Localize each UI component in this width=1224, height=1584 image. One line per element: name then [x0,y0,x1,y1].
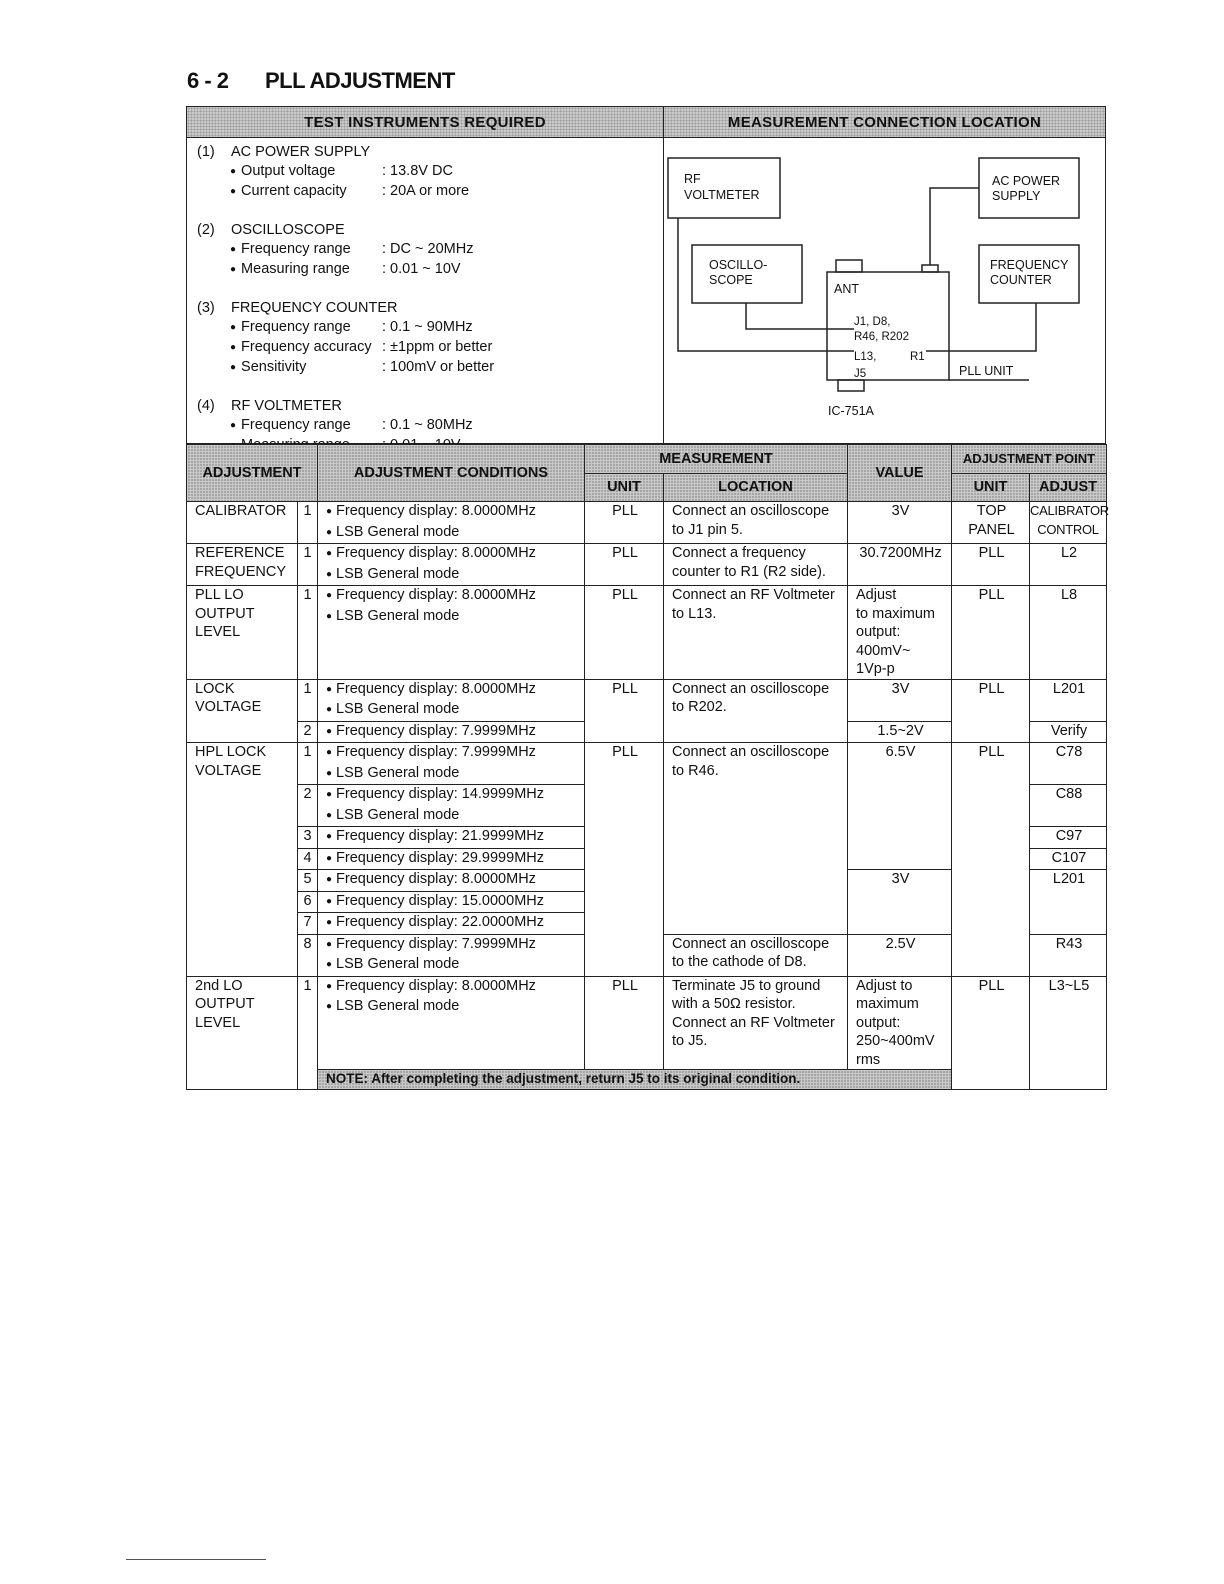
spec-label: ● Output voltage [230,162,382,182]
ac-power-label-2: SUPPLY [992,189,1041,203]
adjust-point: C107 [1030,848,1107,870]
instrument-name: OSCILLOSCOPE [231,222,345,238]
adjustment-name: LOCK VOLTAGE [187,679,298,743]
measurement-unit: PLL [585,976,664,1070]
adjust-point: C97 [1030,827,1107,849]
frequency-counter-label-2: COUNTER [990,273,1052,287]
ant-label: ANT [834,282,859,296]
instrument-frequency-counter [197,299,494,378]
step-number: 1 [298,544,318,586]
step-number: 5 [298,870,318,892]
model-label: IC-751A [828,404,874,418]
spec-label: ● Frequency accuracy [230,338,382,358]
spec-value: : DC ~ 20MHz [382,241,474,257]
header-measurement: MEASUREMENT [585,445,848,474]
page-title [187,68,455,94]
spec-value: : 13.8V DC [382,163,453,179]
step-number: 1 [298,502,318,544]
spec-value: : 0.01 ~ 10V [382,261,461,277]
conditions: ● Frequency display: 8.0000MHz ● LSB General mode [318,976,585,1070]
header-conditions: ADJUSTMENT CONDITIONS [318,445,585,502]
spec-label: ● Frequency range [230,416,382,436]
instrument-number: (3) [197,300,215,316]
measurement-location: Connect an oscilloscope to R202. [664,679,848,743]
measurement-unit: PLL [585,544,664,586]
adjustment-name: PLL LO OUTPUT LEVEL [187,586,298,680]
top-section [186,106,1106,444]
note-banner: NOTE: After completing the adjustment, return J5 to its original condition. [318,1070,952,1090]
conditions: ● Frequency display: 29.9999MHz [318,848,585,870]
table-row-reference-frequency [187,544,1107,586]
step-number: 6 [298,891,318,913]
conditions: ● Frequency display: 7.9999MHz ● LSB General mode [318,934,585,976]
adjustment-unit: PLL [952,743,1030,977]
adjust-point: L201 [1030,870,1107,935]
table-row-pll-lo-output-level [187,586,1107,680]
adjustment-name: HPL LOCK VOLTAGE [187,743,298,977]
header-adjustment-point: ADJUSTMENT POINT [952,445,1107,474]
measurement-location: Connect an oscilloscope to R46. [664,743,848,935]
header-unit: UNIT [585,474,664,502]
rf-voltmeter-label-1: RF [684,172,701,186]
adjustment-unit: TOP PANEL [952,502,1030,544]
spec-value: : ±1ppm or better [382,339,493,355]
step-number: 1 [298,679,318,721]
r1-label: R1 [910,351,925,363]
adjustment-unit: PLL [952,544,1030,586]
rf-voltmeter-label-2: VOLTMETER [684,188,760,202]
value: 3V [848,870,952,935]
adjust-point: L2 [1030,544,1107,586]
points-label-3: L13, [854,351,877,363]
points-label-2: R46, R202 [854,331,909,343]
adjustment-unit: PLL [952,976,1030,1089]
value: 1.5~2V [848,721,952,743]
connection-header: MEASUREMENT CONNECTION LOCATION [664,107,1105,138]
ac-power-label-1: AC POWER [992,174,1061,188]
header-location: LOCATION [664,474,848,502]
adjustment-name: REFERENCE FREQUENCY [187,544,298,586]
spec-value: : 20A or more [382,183,470,199]
section-title: PLL ADJUSTMENT [265,68,455,93]
power-line [930,188,979,265]
step-number: 3 [298,827,318,849]
adjust-point: CALIBRATOR CONTROL [1030,502,1107,544]
instrument-number: (2) [197,222,215,238]
adjust-point: Verify [1030,721,1107,743]
instrument-number: (1) [197,144,215,160]
section-number: 6 - 2 [187,68,229,93]
measurement-unit: PLL [585,586,664,680]
spec-label: ● Frequency range [230,240,382,260]
step-number: 1 [298,976,318,1070]
value: 30.7200MHz [848,544,952,586]
instrument-oscilloscope [197,221,494,280]
measurement-unit: PLL [585,502,664,544]
frequency-counter-label-1: FREQUENCY [990,258,1069,272]
instrument-number: (4) [197,398,215,414]
table-row-calibrator [187,502,1107,544]
adjust-point: L3~L5 [1030,976,1107,1089]
step-number: 4 [298,848,318,870]
conditions: ● Frequency display: 8.0000MHz ● LSB General mode [318,544,585,586]
spec-label: ● Frequency range [230,318,382,338]
j5-label: J5 [854,368,867,380]
pll-unit-label: PLL UNIT [959,364,1014,378]
adjust-point: L201 [1030,679,1107,721]
spec-label: ● Current capacity [230,182,382,202]
conditions: ● Frequency display: 7.9999MHz [318,721,585,743]
spec-label: ● Measuring range [230,260,382,280]
measurement-location: Connect an oscilloscope to J1 pin 5. [664,502,848,544]
conditions: ● Frequency display: 8.0000MHz ● LSB General mode [318,586,585,680]
adjust-point: C78 [1030,743,1107,785]
value: 6.5V [848,743,952,870]
adjust-point: C88 [1030,785,1107,827]
measurement-location: Connect a frequency counter to R1 (R2 side). [664,544,848,586]
oscilloscope-label-2: SCOPE [709,273,753,287]
points-label-1: J1, D8, [854,316,891,328]
adjustment-table [186,444,1107,1090]
j5-connector [838,380,864,391]
step-number: 2 [298,721,318,743]
adjust-point: R43 [1030,934,1107,976]
step-number-empty [298,1070,318,1090]
conditions: ● Frequency display: 8.0000MHz [318,870,585,892]
oscilloscope-label-1: OSCILLO- [709,258,768,272]
conditions: ● Frequency display: 22.0000MHz [318,913,585,935]
instrument-ac-power [197,143,494,202]
measurement-location: Terminate J5 to ground with a 50Ω resistor. Connect an RF Voltmeter to J5. [664,976,848,1070]
measurement-location: Connect an oscilloscope to the cathode of D8. [664,934,848,976]
instrument-name: AC POWER SUPPLY [231,144,371,160]
table-row-2nd-lo-output-level [187,976,1107,1070]
conditions: ● Frequency display: 14.9999MHz ● LSB General mode [318,785,585,827]
step-number: 2 [298,785,318,827]
conditions: ● Frequency display: 8.0000MHz ● LSB General mode [318,679,585,721]
instrument-list [197,143,494,456]
header-value: VALUE [848,445,952,502]
measurement-unit: PLL [585,679,664,743]
spec-value: : 0.1 ~ 90MHz [382,319,473,335]
oscilloscope-line [746,303,854,329]
connection-diagram [664,137,1106,443]
value: 3V [848,502,952,544]
adjustment-unit: PLL [952,586,1030,680]
value: 2.5V [848,934,952,976]
header-adj-unit: UNIT [952,474,1030,502]
ant-connector [836,260,862,272]
adjustment-unit: PLL [952,679,1030,743]
step-number: 7 [298,913,318,935]
header-adjustment: ADJUSTMENT [187,445,318,502]
measurement-unit: PLL [585,743,664,977]
conditions: ● Frequency display: 7.9999MHz ● LSB General mode [318,743,585,785]
connection-diagram-svg [664,137,1106,443]
step-number: 1 [298,586,318,680]
adjustment-name: 2nd LO OUTPUT LEVEL [187,976,298,1089]
spec-label: ● Sensitivity [230,358,382,378]
spec-value: : 100mV or better [382,359,495,375]
value: Adjust to maximum output: 250~400mV rms [848,976,952,1070]
instrument-name: RF VOLTMETER [231,398,342,414]
value: 3V [848,679,952,721]
table-row-hpl-lock-voltage [187,743,1107,785]
step-number: 8 [298,934,318,976]
power-connector [922,265,938,272]
instruments-header: TEST INSTRUMENTS REQUIRED [187,107,663,138]
header-adjust: ADJUST [1030,474,1107,502]
instrument-name: FREQUENCY COUNTER [231,300,398,316]
measurement-location: Connect an RF Voltmeter to L13. [664,586,848,680]
adjust-point: L8 [1030,586,1107,680]
footer-rule [126,1559,266,1560]
table-row-lock-voltage [187,679,1107,721]
spec-value: : 0.1 ~ 80MHz [382,417,473,433]
counter-line [926,303,1036,351]
conditions: ● Frequency display: 8.0000MHz ● LSB General mode [318,502,585,544]
value: Adjust to maximum output: 400mV~ 1Vp-p [848,586,952,680]
step-number: 1 [298,743,318,785]
conditions: ● Frequency display: 15.0000MHz [318,891,585,913]
ac-power-box [979,158,1079,218]
conditions: ● Frequency display: 21.9999MHz [318,827,585,849]
adjustment-name: CALIBRATOR [187,502,298,544]
